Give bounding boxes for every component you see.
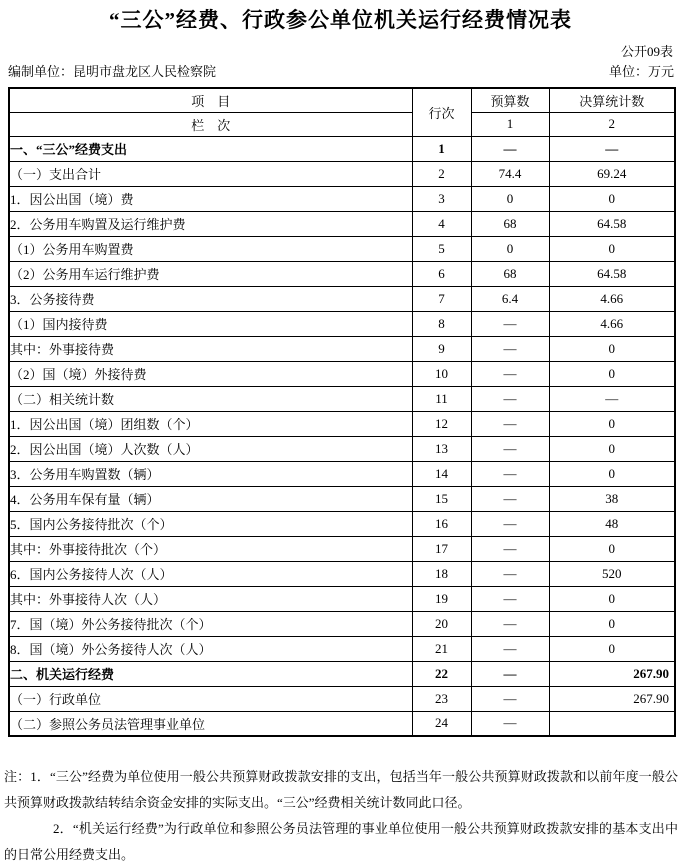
budget-value: — (471, 461, 549, 486)
line-number: 20 (412, 611, 471, 636)
line-number: 12 (412, 411, 471, 436)
final-stat-value: 267.90 (549, 686, 675, 711)
table-row (9, 286, 675, 311)
budget-value: 68 (471, 261, 549, 286)
line-number: 21 (412, 636, 471, 661)
line-number: 2 (412, 161, 471, 186)
table-row (9, 236, 675, 261)
final-stat-value: 0 (549, 636, 675, 661)
final-stat-value: 0 (549, 436, 675, 461)
item-label: （二）参照公务员法管理事业单位 (9, 711, 412, 736)
item-label: 其中：外事接待批次（个） (9, 536, 412, 561)
table-row (9, 386, 675, 411)
table-row (9, 211, 675, 236)
line-number: 4 (412, 211, 471, 236)
item-label: 其中：外事接待人次（人） (9, 586, 412, 611)
item-label: （一）行政单位 (9, 686, 412, 711)
final-stat-value: 4.66 (549, 286, 675, 311)
budget-value: — (471, 386, 549, 411)
table-row (9, 136, 675, 161)
line-number: 11 (412, 386, 471, 411)
header-budget: 预算数 (471, 88, 549, 112)
item-label: 6．国内公务接待人次（人） (9, 561, 412, 586)
item-label: （2）公务用车运行维护费 (9, 261, 412, 286)
line-number: 15 (412, 486, 471, 511)
table-row (9, 511, 675, 536)
item-label: 一、“三公”经费支出 (9, 136, 412, 161)
header-final-index: 2 (549, 112, 675, 136)
line-number: 14 (412, 461, 471, 486)
note-line-2: 2．“机关运行经费”为行政单位和参照公务员法管理的事业单位使用一般公共预算财政拨款安排的基本支出中的日常公用经费支出。 (4, 821, 678, 861)
line-number: 13 (412, 436, 471, 461)
table-row (9, 361, 675, 386)
budget-value: — (471, 311, 549, 336)
line-number: 9 (412, 336, 471, 361)
final-stat-value: — (549, 386, 675, 411)
final-stat-value: — (549, 136, 675, 161)
final-stat-value: 520 (549, 561, 675, 586)
final-stat-value: 48 (549, 511, 675, 536)
table-row (9, 486, 675, 511)
table-row (9, 636, 675, 661)
table-row (9, 536, 675, 561)
table-row (9, 436, 675, 461)
final-stat-value: 267.90 (549, 661, 675, 686)
line-number: 1 (412, 136, 471, 161)
header-final-stat: 决算统计数 (549, 88, 675, 112)
budget-value: — (471, 536, 549, 561)
item-label: 5．国内公务接待批次（个） (9, 511, 412, 536)
final-stat-value (549, 711, 675, 736)
expense-table (8, 87, 676, 737)
final-stat-value: 0 (549, 361, 675, 386)
form-code-label: 公开09表 (620, 44, 673, 59)
budget-value: — (471, 361, 549, 386)
table-row (9, 461, 675, 486)
budget-value: 0 (471, 186, 549, 211)
final-stat-value: 64.58 (549, 261, 675, 286)
final-stat-value: 64.58 (549, 211, 675, 236)
line-number: 19 (412, 586, 471, 611)
budget-value: — (471, 136, 549, 161)
line-number: 6 (412, 261, 471, 286)
header-column-row: 栏 次 (9, 112, 412, 136)
final-stat-value: 38 (549, 486, 675, 511)
budget-value: 68 (471, 211, 549, 236)
line-number: 5 (412, 236, 471, 261)
final-stat-value: 0 (549, 611, 675, 636)
item-label: 2．因公出国（境）人次数（人） (9, 436, 412, 461)
item-label: （1）国内接待费 (9, 311, 412, 336)
unit-label: 单位：万元 (608, 64, 674, 79)
line-number: 18 (412, 561, 471, 586)
table-row (9, 336, 675, 361)
item-label: （2）国（境）外接待费 (9, 361, 412, 386)
line-number: 10 (412, 361, 471, 386)
table-row (9, 611, 675, 636)
table-row (9, 561, 675, 586)
item-label: 7．国（境）外公务接待批次（个） (9, 611, 412, 636)
header-row-indexes (9, 112, 675, 136)
budget-value: — (471, 636, 549, 661)
budget-value: 74.4 (471, 161, 549, 186)
notes-block (4, 764, 678, 861)
item-label: 二、机关运行经费 (9, 661, 412, 686)
table-header (9, 88, 675, 136)
page-title: “三公”经费、行政参公单位机关运行经费情况表 (109, 8, 572, 32)
table-row (9, 411, 675, 436)
budget-value: — (471, 511, 549, 536)
final-stat-value: 0 (549, 236, 675, 261)
header-line-no: 行次 (412, 88, 471, 136)
final-stat-value: 0 (549, 461, 675, 486)
budget-value: — (471, 436, 549, 461)
final-stat-value: 4.66 (549, 311, 675, 336)
table-row (9, 711, 675, 736)
budget-value: — (471, 411, 549, 436)
table-row (9, 686, 675, 711)
final-stat-value: 0 (549, 186, 675, 211)
item-label: 其中：外事接待费 (9, 336, 412, 361)
item-label: 8．国（境）外公务接待人次（人） (9, 636, 412, 661)
item-label: （一）支出合计 (9, 161, 412, 186)
table-row (9, 661, 675, 686)
line-number: 23 (412, 686, 471, 711)
final-stat-value: 0 (549, 536, 675, 561)
final-stat-value: 0 (549, 336, 675, 361)
budget-value: — (471, 686, 549, 711)
budget-value: — (471, 486, 549, 511)
budget-value: — (471, 561, 549, 586)
table-body (9, 136, 675, 736)
meta-row (8, 61, 674, 80)
header-row-items (9, 88, 675, 112)
item-label: 3．公务接待费 (9, 286, 412, 311)
line-number: 16 (412, 511, 471, 536)
table-row (9, 186, 675, 211)
table-row (9, 261, 675, 286)
budget-value: — (471, 586, 549, 611)
line-number: 8 (412, 311, 471, 336)
final-stat-value: 0 (549, 411, 675, 436)
header-budget-index: 1 (471, 112, 549, 136)
item-label: （二）相关统计数 (9, 386, 412, 411)
item-label: （1）公务用车购置费 (9, 236, 412, 261)
line-number: 24 (412, 711, 471, 736)
line-number: 7 (412, 286, 471, 311)
line-number: 17 (412, 536, 471, 561)
final-stat-value: 69.24 (549, 161, 675, 186)
item-label: 4．公务用车保有量（辆） (9, 486, 412, 511)
item-label: 1．因公出国（境）费 (9, 186, 412, 211)
header-item: 项 目 (9, 88, 412, 112)
budget-value: 6.4 (471, 286, 549, 311)
item-label: 3．公务用车购置数（辆） (9, 461, 412, 486)
item-label: 2．公务用车购置及运行维护费 (9, 211, 412, 236)
budget-value: 0 (471, 236, 549, 261)
table-row (9, 161, 675, 186)
note-line-1: 注：1．“三公”经费为单位使用一般公共预算财政拨款安排的支出，包括当年一般公共预算财政拨款和以前年度一般公共预算财政拨款结转结余资金安排的实际支出。“三公”经费相关统计数同此口径。 (4, 769, 678, 810)
line-number: 3 (412, 186, 471, 211)
item-label: 1．因公出国（境）团组数（个） (9, 411, 412, 436)
budget-value: — (471, 336, 549, 361)
budget-value: — (471, 661, 549, 686)
budget-value: — (471, 711, 549, 736)
final-stat-value: 0 (549, 586, 675, 611)
table-row (9, 586, 675, 611)
prepared-by-label: 编制单位：昆明市盘龙区人民检察院 (8, 64, 217, 79)
table-row (9, 311, 675, 336)
line-number: 22 (412, 661, 471, 686)
budget-value: — (471, 611, 549, 636)
